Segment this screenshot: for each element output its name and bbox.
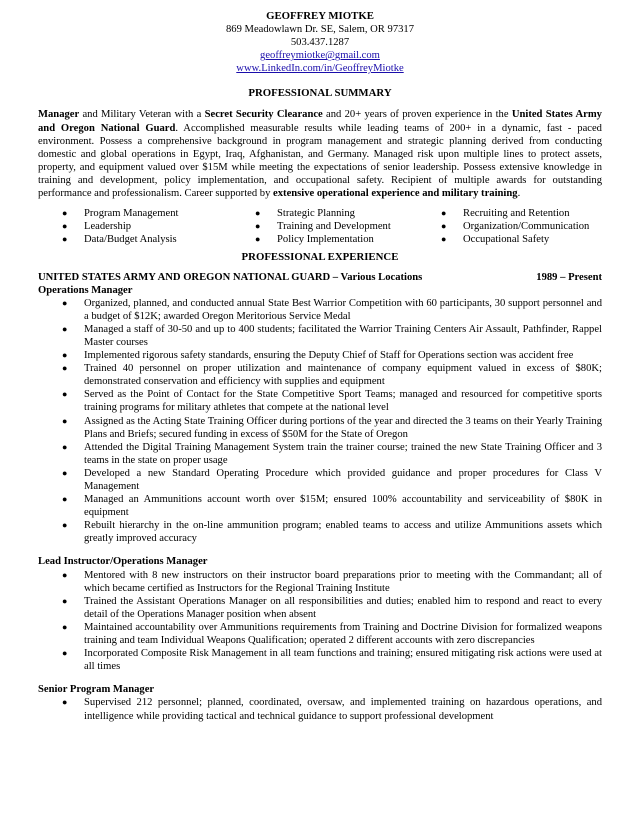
bullet-icon: ● [62, 648, 68, 659]
resume-header [38, 10, 602, 75]
bullet-icon: ● [62, 323, 68, 334]
bullet-icon: ● [62, 595, 68, 606]
duty-text: Attended the Digital Training Management System train the trainer course; trained the new State Training Officer and 3 teams in the state on proper usage [84, 441, 602, 466]
bullet-icon: ● [255, 208, 261, 219]
summary-text: Secret Security Clearance [204, 109, 323, 121]
skill-item [62, 233, 255, 246]
role-title: Lead Instructor/Operations Manager [38, 556, 208, 568]
bullet-icon: ● [441, 221, 447, 232]
summary-text: and 20+ years of proven experience in the [322, 109, 512, 121]
experience-heading: PROFESSIONAL EXPERIENCE [241, 251, 399, 264]
duty-text: Assigned as the Acting State Training Officer during portions of the year and directed the 3 teams on their Yearly Training Plans and Briefs; secured funding in excess of $50M for the State of Oregon [84, 415, 602, 440]
bullet-icon: ● [62, 234, 68, 245]
duty-item [62, 323, 602, 349]
skill-label: Recruiting and Retention [463, 208, 570, 220]
duty-text: Implemented rigorous safety standards, ensuring the Deputy Chief of Staff for Operations section was accident free [84, 350, 574, 362]
skill-item [441, 233, 602, 246]
duty-text: Rebuilt hierarchy in the on-line ammunition program; enabled teams to access and utilize Ammunitions assets which greatly improved accuracy [84, 520, 602, 545]
bullet-icon: ● [62, 569, 68, 580]
address: 869 Meadowlawn Dr. SE, Salem, OR 97317 [225, 24, 415, 35]
bullet-icon: ● [62, 520, 68, 531]
duty-item [62, 696, 602, 722]
duty-list [38, 297, 602, 546]
bullet-icon: ● [62, 221, 68, 232]
duty-item [62, 349, 602, 362]
summary-text: extensive operational experience and military training [273, 188, 518, 200]
duty-text: Managed a staff of 30-50 and up to 400 students; facilitated the Warrior Training Centers Air Assault, Pathfinder, Rappel Master courses [84, 323, 602, 348]
duty-item [62, 415, 602, 441]
skill-item [255, 207, 441, 220]
duty-text: Incorporated Composite Risk Management in all team functions and training; ensured mitigating risk actions were used at all times [84, 648, 602, 673]
bullet-icon: ● [62, 441, 68, 452]
skill-item [255, 233, 441, 246]
duty-text: Developed a new Standard Operating Procedure which provided guidance and proper procedures for Class V Management [84, 467, 602, 492]
duty-text: Managed an Ammunitions account worth over $15M; ensured 100% accountability and serviceability of $80K in equipment [84, 494, 602, 519]
bullet-icon: ● [62, 363, 68, 374]
bullet-icon: ● [441, 234, 447, 245]
duty-text: Trained the Assistant Operations Manager on all responsibilities and duties; enabled him to respond and react to every detail of the Operations Manager position when absent [84, 595, 602, 620]
skill-label: Occupational Safety [463, 234, 550, 246]
bullet-icon: ● [62, 494, 68, 505]
bullet-icon: ● [62, 621, 68, 632]
roles-container [38, 284, 602, 723]
email-link[interactable]: geoffreymiotke@gmail.com [260, 50, 380, 62]
duty-text: Organized, planned, and conducted annual State Best Warrior Competition with 60 participants, 30 support personnel and a budget of $12K; awarded Oregon Meritorious Service Medal [84, 297, 602, 322]
skill-item [441, 207, 602, 220]
skill-label: Strategic Planning [277, 208, 355, 220]
skill-item [62, 220, 255, 233]
summary-text: Manager [38, 109, 80, 121]
summary-text: . Accomplished measurable results while leading teams of 200+ in a dynamic, fast - paced environment. Possess a comprehensive background in program management and strategic planning derived from conducting domestic and global operations in Egypt, Iraq, Afghanistan, and Germany. Managed risk upon multiple lines to protect assets, property, and equipment valued over $15M while meeting the expectations of senior leadership. Possess extensive knowledge in training and development, policy implementation, and occupational safety. Recipient of multiple awards for outstanding performance and professionalism. Career supported by [38, 122, 602, 200]
bullet-icon: ● [62, 467, 68, 478]
skill-label: Policy Implementation [277, 234, 374, 246]
duty-item [62, 519, 602, 545]
skill-item [62, 207, 255, 220]
duty-item [62, 388, 602, 414]
duty-item [62, 441, 602, 467]
bullet-icon: ● [62, 297, 68, 308]
duty-item [62, 467, 602, 493]
duty-item [62, 493, 602, 519]
bullet-icon: ● [62, 208, 68, 219]
role-title: Operations Manager [38, 284, 133, 296]
duty-text: Trained 40 personnel on proper utilization and maintenance of company equipment valued in excess of $80K; demonstrated conservation and efficiency with supplies and equipment [84, 363, 602, 388]
bullet-icon: ● [62, 697, 68, 708]
phone: 503.437.1287 [290, 37, 350, 49]
bullet-icon: ● [255, 221, 261, 232]
summary-paragraph [38, 108, 602, 200]
duty-text: Mentored with 8 new instructors on their instructor board preparations prior to meeting with the Commandant; all of which became certified as Instructors for the Regional Training Institute [84, 569, 602, 594]
employer-name: UNITED STATES ARMY AND OREGON NATIONAL GUARD – Various Locations [38, 271, 423, 283]
employer-line [38, 271, 602, 284]
duty-item [62, 362, 602, 388]
bullet-icon: ● [62, 415, 68, 426]
summary-heading: PROFESSIONAL SUMMARY [248, 87, 392, 100]
summary-text: United States Army and Oregon National Guard [38, 109, 602, 134]
duty-list [38, 696, 602, 722]
skill-label: Training and Development [277, 221, 391, 233]
duty-item [62, 569, 602, 595]
bullet-icon: ● [62, 389, 68, 400]
duty-text: Supervised 212 personnel; planned, coordinated, oversaw, and implemented training on hazardous operations, and intelligence while providing tactical and technical guidance to support professional development [84, 697, 602, 722]
duty-item [62, 621, 602, 647]
duty-text: Maintained accountability over Ammunitions requirements from Training and Doctrine Division for formalized weapons training and team Individual Weapons Qualification; operated 2 different accounts with zero discrepancies [84, 621, 602, 647]
duty-list [38, 569, 602, 674]
skills-list [62, 207, 602, 246]
candidate-name: GEOFFREY MIOTKE [266, 10, 374, 22]
skill-item [255, 220, 441, 233]
duty-item [62, 647, 602, 673]
skill-item [441, 220, 602, 233]
employment-dates: 1989 – Present [536, 271, 602, 283]
skill-label: Leadership [84, 221, 132, 233]
skill-label: Data/Budget Analysis [84, 234, 177, 246]
role-title: Senior Program Manager [38, 684, 155, 696]
skill-label: Program Management [84, 208, 179, 220]
skill-label: Organization/Communication [463, 221, 590, 233]
duty-text: Served as the Point of Contact for the State Competitive Sport Teams; managed and resourced for competitive sports training programs for military athletes that compete at the national level [84, 389, 602, 414]
duty-item [62, 595, 602, 621]
summary-text: and Military Veteran with a [79, 109, 205, 121]
bullet-icon: ● [62, 350, 68, 361]
bullet-icon: ● [255, 234, 261, 245]
duty-item [62, 297, 602, 323]
bullet-icon: ● [441, 208, 447, 219]
summary-text: . [517, 188, 521, 200]
linkedin-link[interactable]: www.LinkedIn.com/in/GeoffreyMiotke [236, 63, 404, 75]
